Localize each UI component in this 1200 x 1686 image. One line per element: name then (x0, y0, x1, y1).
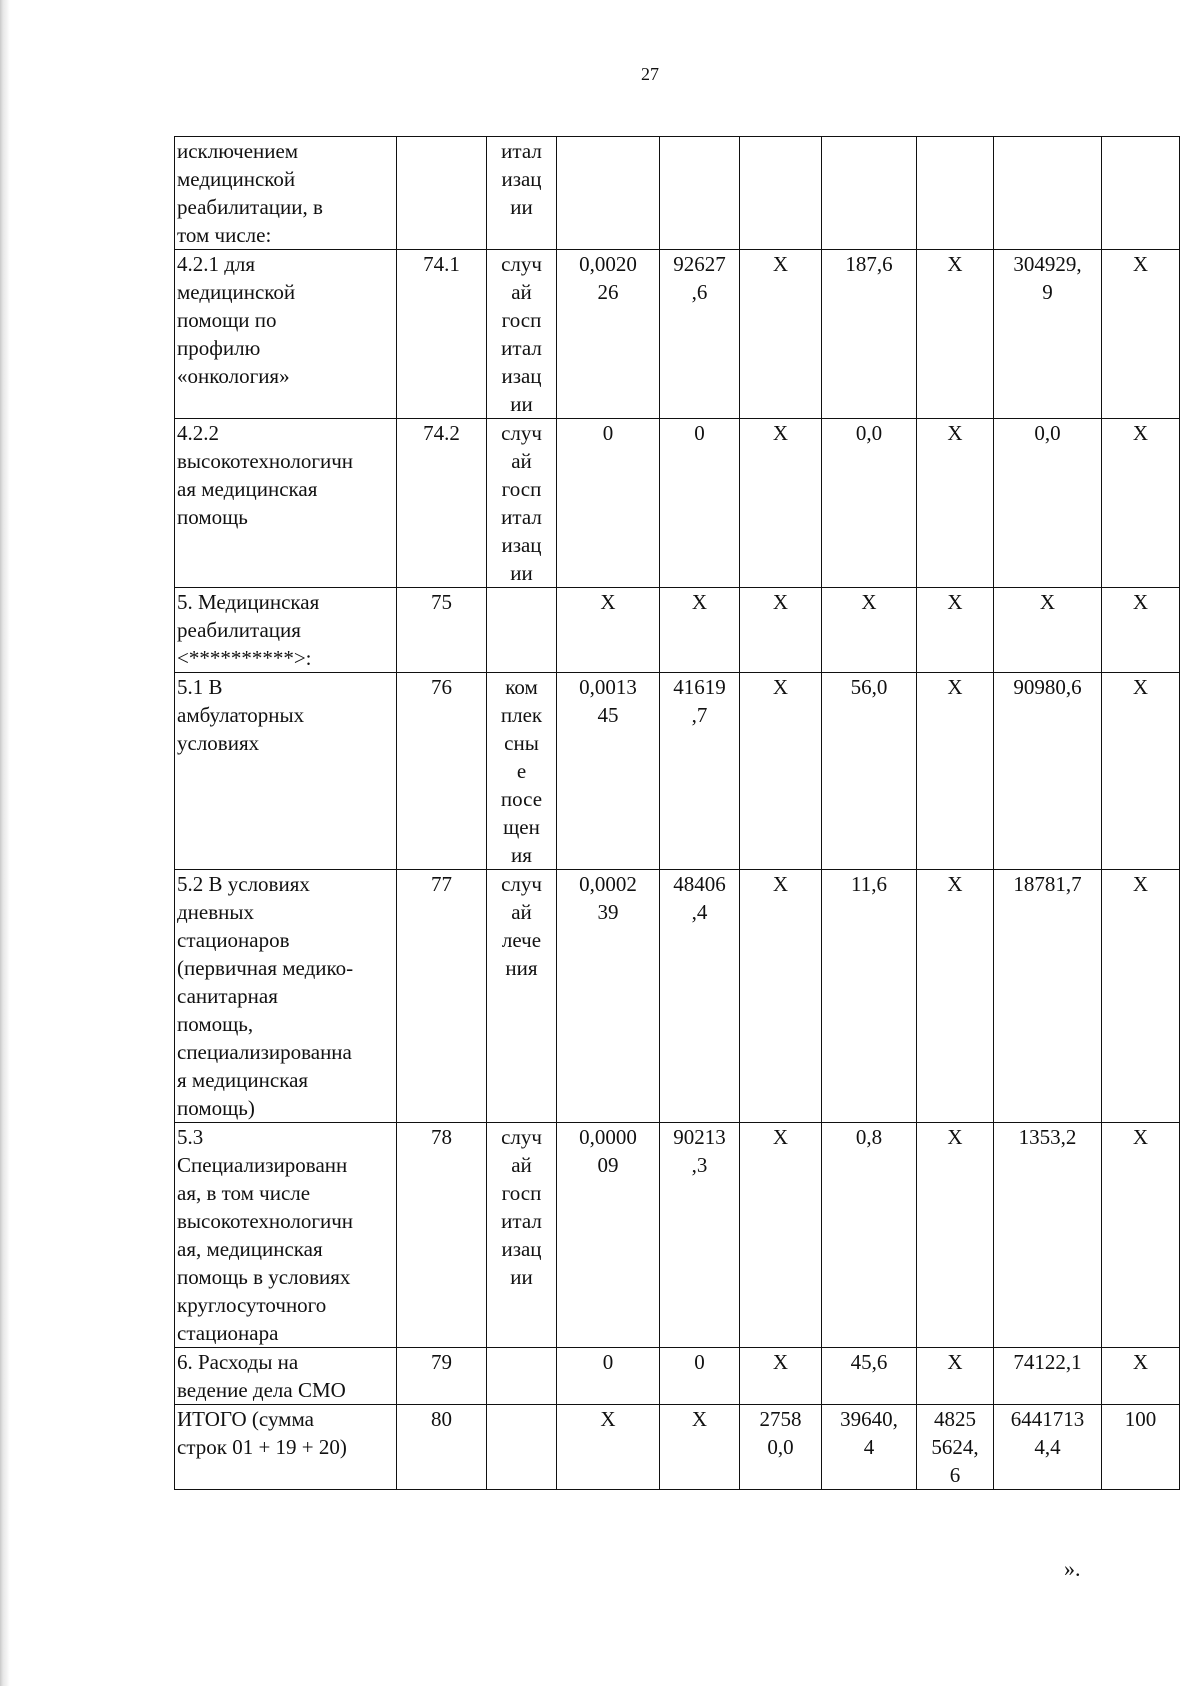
cell-text-line: 90213 (673, 1125, 726, 1149)
cell-text-line: ай (511, 280, 532, 304)
cell-text-line: случ (501, 421, 542, 445)
cell-text-line: 74122,1 (1013, 1350, 1082, 1374)
cell-text-line: изац (501, 1237, 542, 1261)
cell-col-9 (994, 588, 1102, 673)
cell-col-8 (917, 870, 994, 1123)
cell-unit (487, 137, 557, 250)
cell-text-line: Х (691, 590, 708, 614)
table-row (175, 419, 1180, 588)
cell-text-line: 5.1 В (177, 675, 223, 699)
table-row (175, 137, 1180, 250)
cell-text-line: лече (501, 928, 542, 952)
cell-text-line: ая медицинская (177, 477, 318, 501)
cell-text-line: 0,0 (855, 421, 883, 445)
cell-text-line: Х (947, 421, 963, 445)
cell-text-line: 09 (597, 1153, 619, 1177)
cell-text-line: Х (772, 872, 789, 896)
cell-text-line: 187,6 (845, 252, 893, 276)
cell-text-line: 0,0002 (579, 872, 637, 896)
cell-text-line: ая, в том числе (177, 1181, 311, 1205)
cell-text-line: дневных (177, 900, 255, 924)
cell-text-line: 0 (602, 1350, 614, 1374)
cell-text-line: реабилитации, в (177, 195, 323, 219)
cell-col-6 (740, 673, 822, 870)
cell-text-line: специализированна (177, 1040, 352, 1064)
cell-text-line: ии (510, 1265, 533, 1289)
cell-text-line: профилю (177, 336, 261, 360)
cell-text-line: стационаров (177, 928, 290, 952)
cell-row-code: 76 (397, 673, 487, 870)
cell-row-code: 80 (397, 1405, 487, 1490)
cell-text-line: Х (947, 252, 963, 276)
cell-col-6 (740, 1123, 822, 1348)
cell-text-line: 48406 (673, 872, 726, 896)
cell-text-line: Х (1132, 1350, 1149, 1374)
cell-text-line: 41619 (673, 675, 726, 699)
cell-col-5 (660, 419, 740, 588)
cell-col-5 (660, 1123, 740, 1348)
cell-col-10 (1102, 673, 1180, 870)
cell-text-line: амбулаторных (177, 703, 305, 727)
cell-text-line: 6441713 (1010, 1407, 1085, 1431)
cell-name (175, 250, 397, 419)
cell-text-line: 9 (1042, 280, 1053, 304)
cell-col-7 (822, 419, 917, 588)
cell-col-9 (994, 250, 1102, 419)
cell-name (175, 870, 397, 1123)
cell-text-line: 90980,6 (1013, 675, 1082, 699)
cell-text-line: 45,6 (850, 1350, 888, 1374)
cell-text-line: исключением (177, 139, 299, 163)
table-row (175, 1123, 1180, 1348)
cell-text-line: 56,0 (850, 675, 888, 699)
cell-col-7 (822, 1405, 917, 1490)
cell-row-code: 74.2 (397, 419, 487, 588)
cell-text-line: ии (510, 392, 533, 416)
cell-text-line: 4.2.1 для (177, 252, 256, 276)
cell-text-line: 0,0 (1034, 421, 1061, 445)
cell-col-5 (660, 1405, 740, 1490)
cell-text-line: высокотехнологичн (177, 1209, 354, 1233)
cell-unit (487, 588, 557, 673)
cell-text-line: помощь в условиях (177, 1265, 351, 1289)
cell-name (175, 137, 397, 250)
cell-text-line: ,6 (691, 280, 708, 304)
closing-quote: ». (1064, 1556, 1081, 1581)
cell-text-line: плек (500, 703, 543, 727)
scan-edge (0, 0, 10, 1686)
cell-text-line: 100 (1124, 1407, 1157, 1431)
cell-col-6 (740, 588, 822, 673)
cell-text-line: сны (504, 731, 539, 755)
cell-text-line: стационара (177, 1321, 279, 1345)
cell-unit (487, 250, 557, 419)
cell-text-line: (первичная медико- (177, 956, 354, 980)
cell-text-line: 0,0013 (579, 675, 637, 699)
cell-text-line: изац (501, 364, 542, 388)
cell-col-8 (917, 1123, 994, 1348)
cell-text-line: госп (501, 477, 542, 501)
table-row (175, 250, 1180, 419)
cell-text-line: ,3 (691, 1153, 708, 1177)
cell-col-4 (557, 588, 660, 673)
cell-text-line: итал (501, 336, 542, 360)
cell-text-line: 0,0020 (579, 252, 637, 276)
cell-col-9 (994, 1123, 1102, 1348)
cell-text-line: щен (503, 815, 540, 839)
cell-text-line: 5.3 (177, 1125, 204, 1149)
cell-text-line: 5.2 В условиях (177, 872, 310, 896)
cell-text-line: ком (505, 675, 538, 699)
cell-text-line: Х (600, 590, 616, 614)
cell-text-line: медицинской (177, 280, 296, 304)
cell-text-line: 0,0 (767, 1435, 794, 1459)
cell-col-6 (740, 419, 822, 588)
cell-text-line: 0,0000 (579, 1125, 637, 1149)
cell-col-9 (994, 673, 1102, 870)
cell-text-line: Х (1039, 590, 1056, 614)
cell-text-line: помощь, (177, 1012, 254, 1036)
cell-col-7 (822, 588, 917, 673)
cell-unit (487, 1348, 557, 1405)
page-number: 27 (641, 64, 659, 84)
cell-text-line: 5. Медицинская (177, 590, 320, 614)
cell-text-line: 18781,7 (1013, 872, 1082, 896)
cell-text-line: 1353,2 (1018, 1125, 1077, 1149)
cell-text-line: ай (511, 1153, 532, 1177)
cell-text-line: ,4 (691, 900, 708, 924)
cell-row-code: 74.1 (397, 250, 487, 419)
cell-text-line: ии (510, 195, 533, 219)
cell-col-10 (1102, 1405, 1180, 1490)
cell-col-5 (660, 1348, 740, 1405)
cell-col-9 (994, 870, 1102, 1123)
cell-text-line: случ (501, 252, 542, 276)
cell-col-4 (557, 1405, 660, 1490)
cell-text-line: 6. Расходы на (177, 1350, 299, 1374)
cell-text-line: ай (511, 449, 532, 473)
cell-text-line: Х (772, 1125, 789, 1149)
cell-col-8 (917, 250, 994, 419)
cell-text-line: медицинской (177, 167, 296, 191)
cell-col-10 (1102, 870, 1180, 1123)
cell-text-line: Х (1132, 675, 1149, 699)
cell-text-line: ай (511, 900, 532, 924)
cell-col-10 (1102, 419, 1180, 588)
cell-row-code (397, 137, 487, 250)
cell-unit (487, 870, 557, 1123)
cell-text-line: помощи по (177, 308, 277, 332)
cell-text-line: госп (501, 308, 542, 332)
cell-text-line: ия (511, 843, 532, 867)
cell-text-line: изац (501, 167, 542, 191)
cell-col-6 (740, 250, 822, 419)
cell-text-line: Х (947, 675, 963, 699)
cell-text-line: е (516, 759, 527, 783)
table-row (175, 1348, 1180, 1405)
cell-text-line: помощь (177, 505, 248, 529)
cell-col-5 (660, 250, 740, 419)
cell-text-line: Х (947, 590, 963, 614)
cell-text-line: 11,6 (851, 872, 887, 896)
cell-text-line: Х (1132, 590, 1149, 614)
cell-text-line: итал (501, 1209, 542, 1233)
cell-text-line: условиях (177, 731, 260, 755)
table-row (175, 588, 1180, 673)
cell-text-line: 0 (694, 421, 705, 445)
table-row (175, 870, 1180, 1123)
cell-text-line: Х (1132, 1125, 1149, 1149)
cell-col-10 (1102, 1123, 1180, 1348)
cell-name (175, 673, 397, 870)
cell-text-line: ,7 (691, 703, 708, 727)
cell-col-4 (557, 1348, 660, 1405)
cell-text-line: 92627 (673, 252, 726, 276)
cell-col-6 (740, 1405, 822, 1490)
cell-text-line: 4.2.2 (177, 421, 219, 445)
cell-text-line: «онкология» (177, 364, 290, 388)
cell-text-line: Х (947, 1125, 963, 1149)
cell-text-line: 0 (694, 1350, 705, 1374)
cell-text-line: Х (947, 1350, 963, 1374)
cell-col-7 (822, 673, 917, 870)
cell-col-8 (917, 1348, 994, 1405)
table-row (175, 673, 1180, 870)
cell-col-9 (994, 1348, 1102, 1405)
cell-col-10 (1102, 250, 1180, 419)
cell-text-line: 304929, (1013, 252, 1082, 276)
cell-col-4 (557, 250, 660, 419)
cell-text-line: 0,8 (855, 1125, 883, 1149)
cell-text-line: ния (505, 956, 538, 980)
table-row (175, 1405, 1180, 1490)
cell-name (175, 1348, 397, 1405)
cell-text-line: 6 (949, 1463, 961, 1487)
cell-text-line: госп (501, 1181, 542, 1205)
cell-col-7 (822, 870, 917, 1123)
cell-col-8 (917, 673, 994, 870)
cell-name (175, 1405, 397, 1490)
cell-text-line: <**********>: (177, 646, 312, 670)
cell-col-4 (557, 673, 660, 870)
cell-text-line: Х (772, 590, 789, 614)
cell-col-7 (822, 250, 917, 419)
cell-col-8 (917, 137, 994, 250)
cell-text-line: 26 (597, 280, 619, 304)
cell-text-line: Х (772, 675, 789, 699)
cell-name (175, 419, 397, 588)
cell-text-line: 39640, (840, 1407, 898, 1431)
cell-text-line: итал (501, 505, 542, 529)
cell-col-10 (1102, 137, 1180, 250)
cell-text-line: помощь) (177, 1096, 255, 1120)
cell-col-4 (557, 870, 660, 1123)
cell-text-line: Х (691, 1407, 708, 1431)
cell-col-8 (917, 419, 994, 588)
cell-col-5 (660, 870, 740, 1123)
cell-col-5 (660, 673, 740, 870)
cell-text-line: Х (1132, 252, 1149, 276)
cell-col-6 (740, 137, 822, 250)
cell-text-line: Х (947, 872, 963, 896)
cell-col-5 (660, 137, 740, 250)
cell-text-line: Х (772, 1350, 789, 1374)
cell-col-7 (822, 1123, 917, 1348)
cell-col-9 (994, 1405, 1102, 1490)
cell-row-code: 79 (397, 1348, 487, 1405)
cell-text-line: 5624, (931, 1435, 979, 1459)
cell-text-line: 0 (602, 421, 614, 445)
cell-text-line: 4825 (934, 1407, 976, 1431)
financial-table (174, 136, 1180, 1490)
cell-col-6 (740, 1348, 822, 1405)
cell-text-line: ИТОГО (сумма (177, 1407, 314, 1431)
cell-text-line: изац (501, 533, 542, 557)
cell-text-line: случ (501, 1125, 542, 1149)
cell-col-10 (1102, 588, 1180, 673)
cell-col-10 (1102, 1348, 1180, 1405)
cell-text-line: Х (772, 252, 789, 276)
cell-unit (487, 1123, 557, 1348)
cell-name (175, 588, 397, 673)
cell-text-line: круглосуточного (177, 1293, 327, 1317)
cell-col-9 (994, 419, 1102, 588)
cell-text-line: 2758 (759, 1407, 802, 1431)
cell-row-code: 77 (397, 870, 487, 1123)
cell-unit (487, 673, 557, 870)
cell-col-4 (557, 1123, 660, 1348)
cell-text-line: реабилитация (177, 618, 301, 642)
cell-text-line: Х (600, 1407, 616, 1431)
cell-row-code: 78 (397, 1123, 487, 1348)
cell-name (175, 1123, 397, 1348)
cell-col-5 (660, 588, 740, 673)
cell-text-line: том числе: (177, 223, 272, 247)
cell-text-line: ведение дела СМО (177, 1378, 346, 1402)
cell-unit (487, 419, 557, 588)
cell-text-line: 4 (863, 1435, 875, 1459)
cell-col-8 (917, 1405, 994, 1490)
cell-text-line: посе (500, 787, 543, 811)
cell-text-line: Х (1132, 421, 1149, 445)
cell-col-7 (822, 1348, 917, 1405)
cell-col-4 (557, 419, 660, 588)
cell-text-line: ии (510, 561, 533, 585)
cell-col-8 (917, 588, 994, 673)
cell-text-line: строк 01 + 19 + 20) (177, 1435, 347, 1459)
cell-text-line: ая, медицинская (177, 1237, 323, 1261)
cell-unit (487, 1405, 557, 1490)
cell-col-9 (994, 137, 1102, 250)
cell-text-line: 4,4 (1034, 1435, 1061, 1459)
cell-text-line: Х (861, 590, 877, 614)
cell-row-code: 75 (397, 588, 487, 673)
cell-text-line: 45 (597, 703, 619, 727)
cell-text-line: санитарная (177, 984, 278, 1008)
cell-text-line: я медицинская (177, 1068, 309, 1092)
cell-col-6 (740, 870, 822, 1123)
cell-text-line: итал (501, 139, 542, 163)
cell-text-line: 39 (597, 900, 619, 924)
cell-text-line: случ (501, 872, 542, 896)
cell-text-line: Х (1132, 872, 1149, 896)
cell-text-line: высокотехнологичн (177, 449, 354, 473)
cell-text-line: Специализированн (177, 1153, 348, 1177)
cell-col-4 (557, 137, 660, 250)
cell-text-line: Х (772, 421, 789, 445)
cell-col-7 (822, 137, 917, 250)
